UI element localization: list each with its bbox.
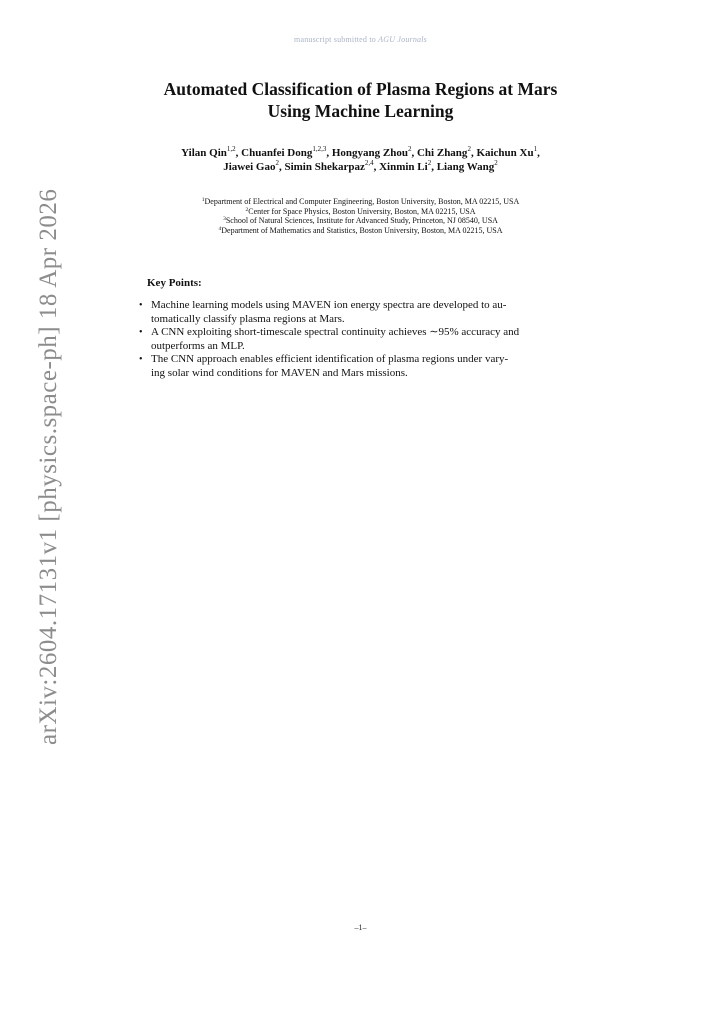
bullet-icon: • [139,327,143,338]
author-affiliation-marker: 2 [427,159,432,167]
title-line-2: Using Machine Learning [267,101,454,121]
affiliation-number: 4 [218,225,222,232]
author [379,161,437,173]
author-name: Yilan Qin [181,147,227,159]
author-name: Hongyang Zhou [331,147,408,159]
author [437,161,498,173]
journal-name: AGU Journals [378,35,427,44]
author-separator: , [278,161,285,173]
key-point-line: outperforms an MLP. [151,339,245,352]
affiliation [0,197,721,207]
key-point-line: tomatically classify plasma regions at Mars. [151,312,345,325]
key-points-heading: Key Points: [147,277,202,289]
author-name: Xinmin Li [379,161,428,173]
manuscript-note [0,35,721,44]
affiliation-text: Center for Space Physics, Boston University, Boston, MA 02215, USA [248,206,476,216]
key-point-item [138,299,590,326]
author-name: Jiawei Gao [223,161,276,173]
key-point-line: ing solar wind conditions for MAVEN and Mars missions. [151,366,408,379]
author-affiliation-marker: 2,4 [364,159,374,167]
paper-title [0,78,721,122]
author-separator: , [470,147,477,159]
author [417,147,476,159]
affiliation-text: Department of Electrical and Computer Engineering, Boston University, Boston, MA 02215, USA [204,197,520,206]
affiliation-number: 2 [245,206,249,213]
author-list [0,146,721,174]
author-name: Kaichun Xu [476,147,534,159]
author-affiliation-marker: 2 [494,159,498,167]
affiliation-text: School of Natural Sciences, Institute for Advanced Study, Princeton, NJ 08540, USA [225,216,498,226]
title-line-1: Automated Classification of Plasma Regions at Mars [163,79,558,99]
affiliation [0,226,721,236]
author-name: Simin Shekarpaz [284,161,365,173]
author-separator: , [235,147,242,159]
page-number: –1– [354,923,367,932]
author-affiliation-marker: 1,2 [226,145,236,153]
author-affiliation-marker: 2 [275,159,279,167]
affiliation-list [0,197,721,235]
author-line-2 [0,160,721,174]
bullet-icon: • [139,300,143,311]
author-affiliation-marker: 1,2,3 [312,145,327,153]
key-point-item [138,353,590,380]
key-point-item [138,326,590,353]
key-point-line: The CNN approach enables efficient identification of plasma regions under vary- [151,353,509,365]
author-line-1 [0,146,721,160]
author-separator: , [431,161,437,173]
author-name: Liang Wang [436,161,495,173]
author [332,147,417,159]
author-separator: , [411,147,417,159]
author [241,147,332,159]
author-affiliation-marker: 1 [533,145,538,153]
author-affiliation-marker: 2 [407,145,412,153]
author [284,161,379,173]
key-point-line: A CNN exploiting short-timescale spectral continuity achieves ∼95% accuracy and [151,326,520,338]
affiliation [0,207,721,217]
author-separator: , [537,147,540,159]
author [181,147,241,159]
author [223,161,284,173]
key-points-list [138,299,590,380]
affiliation-number: 3 [223,216,226,223]
affiliation-text: Department of Mathematics and Statistics, Boston University, Boston, MA 02215, USA [221,225,503,235]
author-separator: , [326,147,332,159]
author-name: Chuanfei Dong [241,147,313,159]
author-name: Chi Zhang [416,147,468,159]
arxiv-identifier[interactable]: arXiv:2604.17131v1 [physics.space-ph] 18 Apr 2026 [35,188,62,745]
author-separator: , [373,161,380,173]
author-affiliation-marker: 2 [467,145,471,153]
manuscript-note-text: manuscript submitted to [294,35,379,44]
author [476,147,539,159]
affiliation-number: 1 [201,197,205,203]
affiliation [0,216,721,226]
key-point-line: Machine learning models using MAVEN ion energy spectra are developed to au- [151,299,507,311]
bullet-icon: • [139,354,143,365]
